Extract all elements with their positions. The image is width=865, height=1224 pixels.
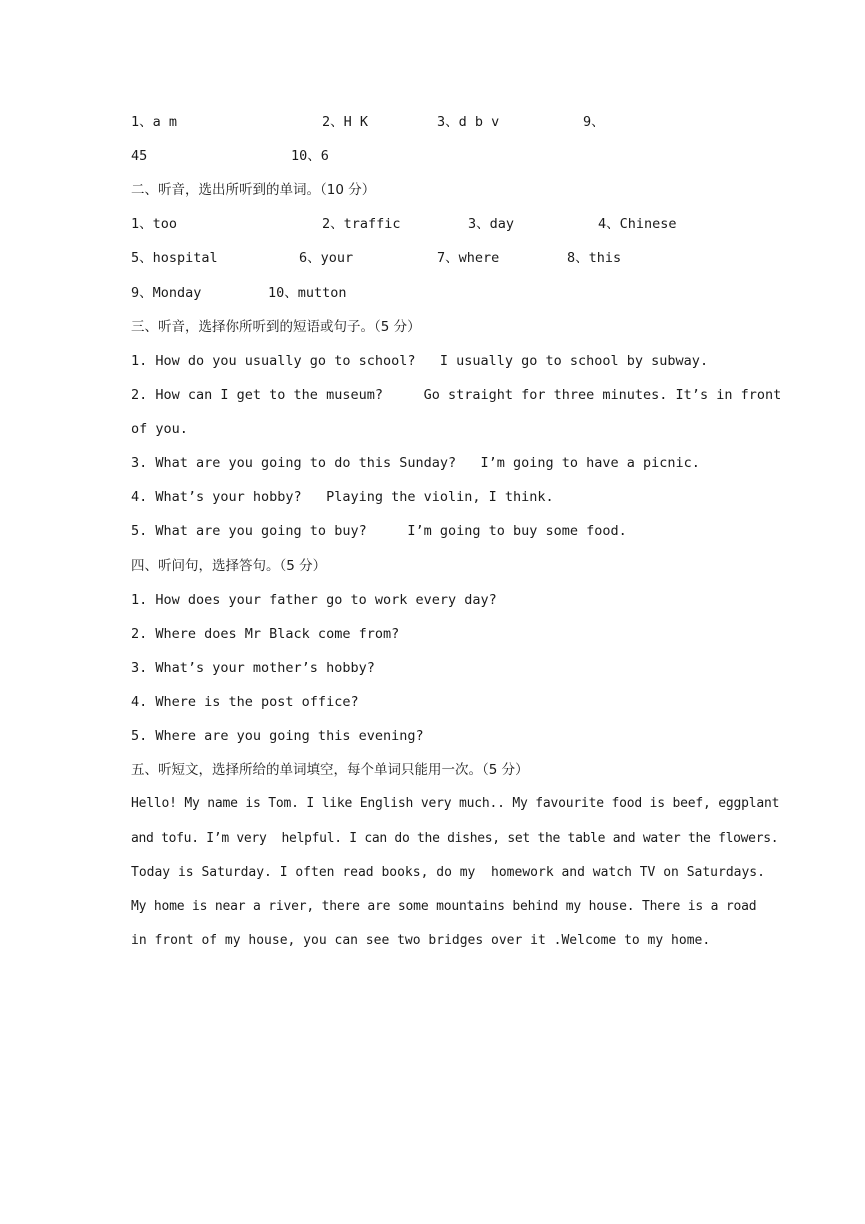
sentence-line: 1. How do you usually go to school? I usually go to school by subway. — [131, 353, 709, 369]
passage-line: Today is Saturday. I often read books, do my homework and watch TV on Saturdays. — [131, 865, 765, 880]
question-line: 1. How does your father go to work every day? — [131, 592, 497, 608]
question-line: 2. Where does Mr Black come from? — [131, 626, 400, 642]
question-line: 5. Where are you going this evening? — [131, 728, 424, 744]
sentence-line: 3. What are you going to do this Sunday? I’m going to have a picnic. — [131, 455, 700, 471]
word-item: 4、Chinese — [598, 216, 677, 232]
sentence-line: of you. — [131, 421, 188, 437]
answer-item: 10、6 — [291, 148, 329, 164]
answer-item: 3、d b v — [437, 114, 500, 130]
word-item: 9、Monday — [131, 285, 202, 301]
sentence-line: 5. What are you going to buy? I’m going to buy some food. — [131, 523, 627, 539]
sentence-line: 2. How can I get to the museum? Go straight for three minutes. It’s in front — [131, 387, 782, 403]
question-line: 4. Where is the post office? — [131, 694, 359, 710]
passage-line: Hello! My name is Tom. I like English very much.. My favourite food is beef, eggplant — [131, 796, 780, 811]
passage-line: My home is near a river, there are some mountains behind my house. There is a road — [131, 899, 757, 914]
sentence-line: 4. What’s your hobby? Playing the violin, I think. — [131, 489, 554, 505]
word-item: 7、where — [437, 250, 500, 266]
answer-item: 9、 — [583, 114, 605, 130]
word-item: 1、too — [131, 216, 178, 232]
word-item: 10、mutton — [268, 285, 347, 301]
word-item: 2、traffic — [322, 216, 401, 232]
word-item: 5、hospital — [131, 250, 218, 266]
section-heading: 四、听问句，选择答句。（5 分） — [131, 558, 327, 574]
question-line: 3. What’s your mother’s hobby? — [131, 660, 375, 676]
passage-line: and tofu. I’m very helpful. I can do the dishes, set the table and water the flowers. — [131, 831, 779, 846]
answer-item: 2、H K — [322, 114, 369, 130]
section-heading: 五、听短文，选择所给的单词填空，每个单词只能用一次。（5 分） — [131, 762, 529, 778]
section-heading: 二、听音，选出所听到的单词。（10 分） — [131, 182, 376, 198]
word-item: 3、day — [468, 216, 515, 232]
passage-line: in front of my house, you can see two bridges over it .Welcome to my home. — [131, 933, 711, 948]
section-heading: 三、听音，选择你所听到的短语或句子。（5 分） — [131, 319, 421, 335]
word-item: 6、your — [299, 250, 354, 266]
answer-item: 45 — [131, 148, 148, 164]
word-item: 8、this — [567, 250, 622, 266]
answer-item: 1、a m — [131, 114, 178, 130]
